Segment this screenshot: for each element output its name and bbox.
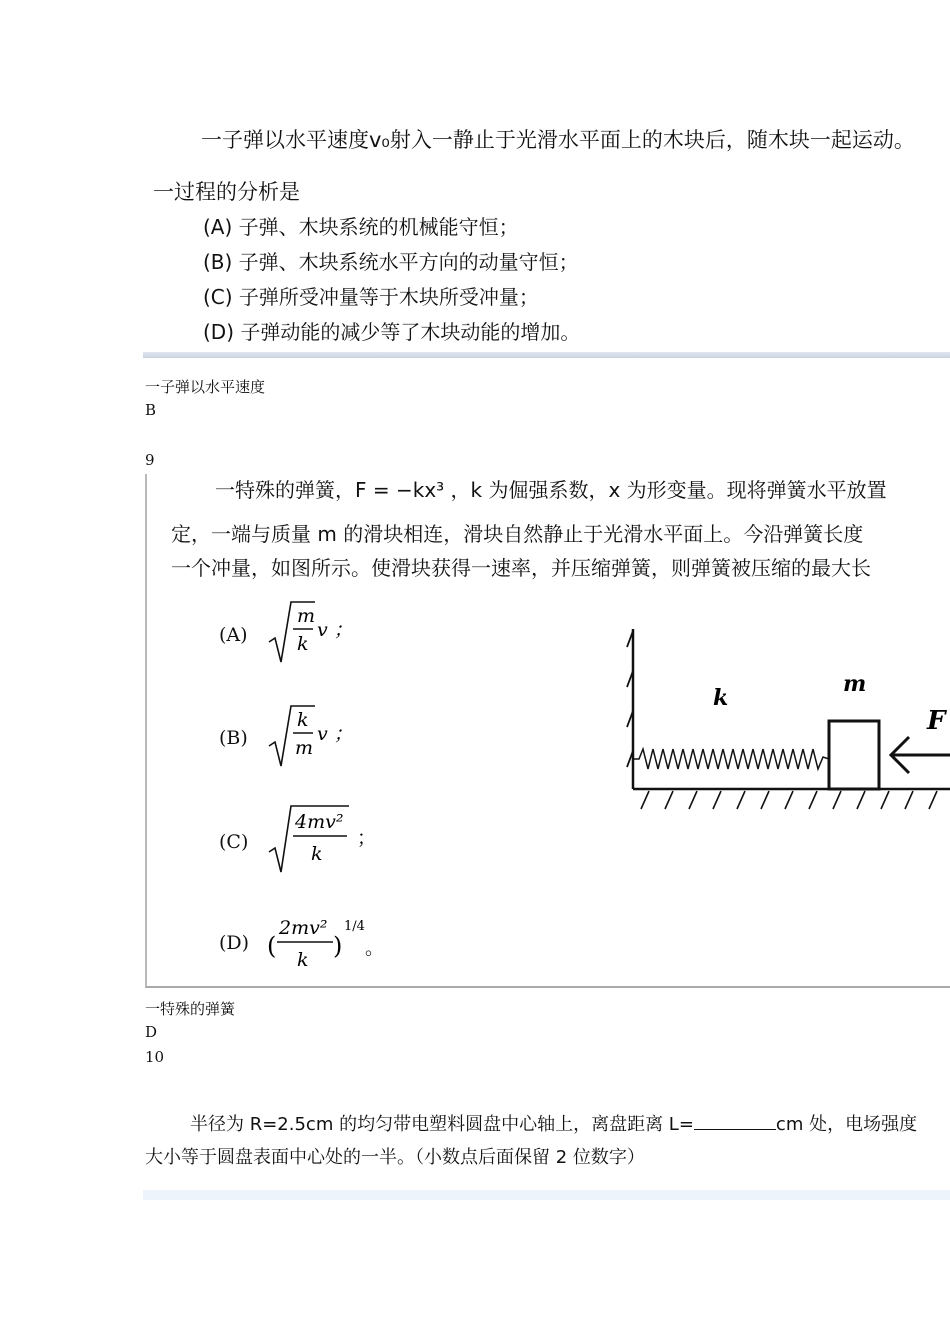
q9-stem-line2: 定，一端与质量 m 的滑块相连，滑块自然静止于光滑水平面上。今沿弹簧长度 (171, 522, 864, 546)
q10-answer-blank (694, 1111, 776, 1130)
q8-option-c: (C) 子弹所受冲量等于木块所受冲量； (203, 285, 539, 309)
q9-option-d-label: (D) (219, 932, 250, 954)
q10-stem-line2: 大小等于圆盘表面中心处的一半。（小数点后面保留 2 位数字） (145, 1147, 645, 1168)
q10-image-border (143, 1190, 950, 1200)
q10-number: 10 (145, 1048, 165, 1066)
q9-formula-a-tail: v ； (317, 619, 353, 641)
q9-formula-a-num: m (297, 605, 316, 627)
q10-stem-post: cm 处，电场强度 (775, 1114, 918, 1135)
q8-stem-line1: 一子弹以水平速度v₀射入一静止于光滑水平面上的木块后，随木块一起运动。 (201, 128, 915, 152)
mass-block (829, 721, 879, 789)
q9-formula-d-tail: 。 (365, 937, 385, 959)
q9-formula-a (267, 596, 387, 668)
q8-option-b: (B) 子弹、木块系统水平方向的动量守恒； (203, 250, 579, 274)
q9-caption: 一特殊的弹簧 (145, 1000, 236, 1018)
q8-caption: 一子弹以水平速度 (145, 378, 266, 396)
q9-formula-d-exp: 1/4 (344, 919, 365, 934)
spring (633, 749, 829, 769)
q9-formula-b (267, 700, 387, 772)
q9-option-b-label: (B) (219, 727, 248, 749)
q9-formula-b-den: m (295, 737, 314, 759)
q9-formula-c-num: 4mv² (295, 811, 344, 833)
q9-formula-a-den: k (297, 633, 309, 655)
q9-stem-line1: 一特殊的弹簧，F = −kx³ ，k 为倔强系数，x 为形变量。现将弹簧水平放置 (215, 478, 887, 502)
q9-option-c-label: (C) (219, 831, 249, 853)
spring-mass-diagram (617, 619, 950, 829)
q9-formula-d (267, 904, 407, 980)
q10-stem-line1 (190, 1110, 917, 1136)
floor-hatching (641, 791, 950, 809)
q8-stem-line2: 一过程的分析是 (153, 180, 300, 204)
q9-formula-c (267, 800, 397, 876)
q8-answer: B (145, 401, 157, 419)
q9-formula-c-den: k (311, 843, 323, 865)
q9-formula-c-tail: ； (357, 827, 377, 849)
spring-label: k (713, 685, 729, 711)
q9-answer: D (145, 1023, 158, 1041)
force-label: F (927, 706, 946, 736)
question-9-image (145, 474, 950, 988)
q8-option-d: (D) 子弹动能的减少等了木块动能的增加。 (203, 320, 581, 344)
q10-stem-pre: 半径为 R=2.5cm 的均匀带电塑料圆盘中心轴上，离盘距离 L= (190, 1114, 694, 1135)
mass-label: m (843, 671, 867, 697)
q9-number: 9 (145, 451, 155, 469)
q9-formula-d-num: 2mv² (279, 917, 328, 939)
q8-option-a: (A) 子弹、木块系统的机械能守恒； (203, 215, 519, 239)
svg-text:(: ( (267, 932, 277, 960)
q9-stem-line3: 一个冲量，如图所示。使滑块获得一速率，并压缩弹簧，则弹簧被压缩的最大长 (171, 556, 871, 580)
q9-option-a-label: (A) (219, 624, 248, 646)
q9-formula-d-den: k (297, 949, 309, 971)
q9-formula-b-num: k (297, 709, 309, 731)
q8-image-border (143, 352, 950, 358)
svg-text:): ) (333, 932, 343, 960)
q9-formula-b-tail: v ； (317, 723, 353, 745)
question-8-image (143, 110, 950, 358)
